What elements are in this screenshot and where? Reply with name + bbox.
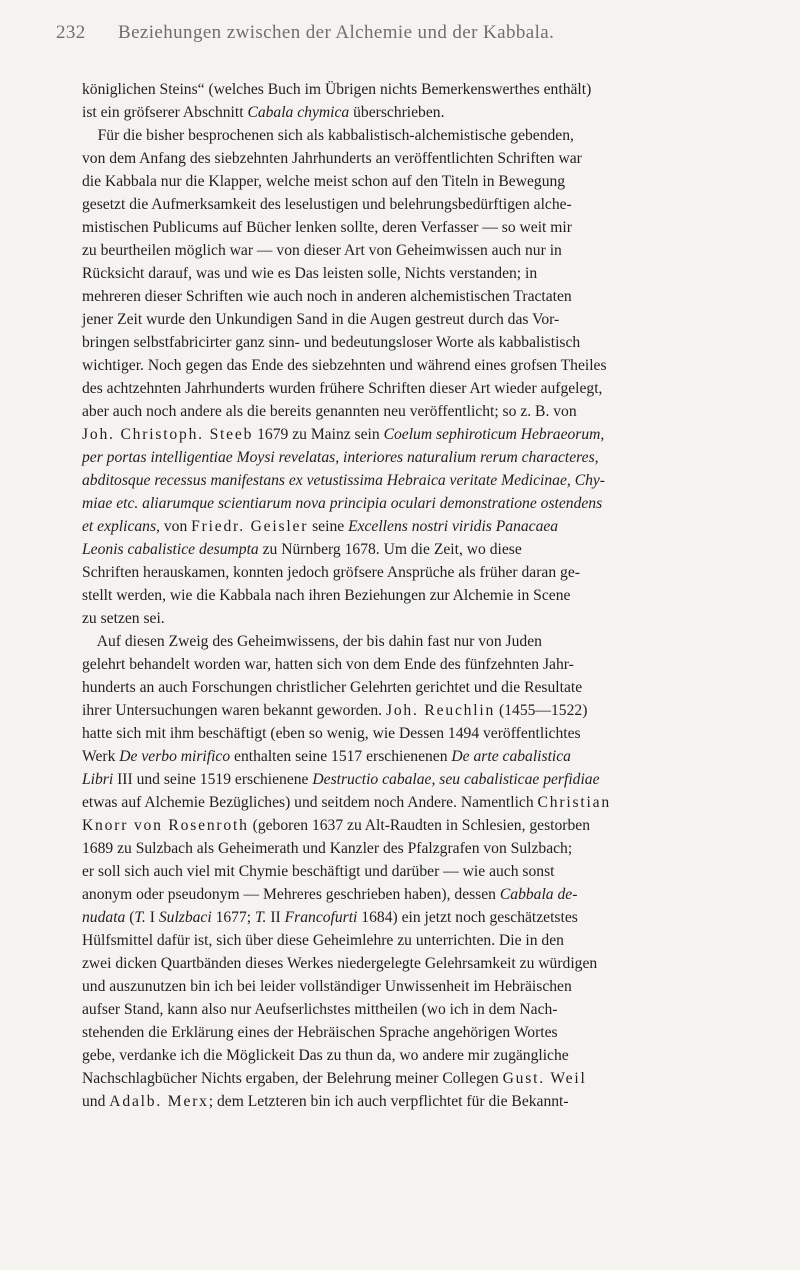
- text-run: I: [145, 909, 159, 926]
- text-run: Hülfsmittel dafür ist, sich über diese Geheimlehre zu unterrichten. Die in den: [82, 932, 564, 949]
- text-run: gelehrt behandelt worden war, hatten sich von dem Ende des fünfzehnten Jahr-: [82, 656, 574, 673]
- text-line: [82, 423, 782, 446]
- text-line: [82, 998, 782, 1021]
- italic-text: Libri: [82, 771, 114, 788]
- text-run: wichtiger. Noch gegen das Ende des siebzehnten und während eines grofsen Theiles: [82, 357, 607, 374]
- text-run: II: [266, 909, 285, 926]
- text-line: [82, 354, 782, 377]
- italic-text: Cabbala de-: [499, 886, 578, 903]
- italic-text: per portas intelligentiae Moysi revelatas, interiores naturalium rerum characteres,: [82, 449, 599, 466]
- spaced-name: Christian: [537, 794, 611, 811]
- text-run: von: [159, 518, 192, 535]
- text-run: mistischen Publicums auf Bücher lenken sollte, deren Verfasser — so weit mir: [82, 219, 572, 236]
- text-run: Auf diesen Zweig des Geheimwissens, der bis dahin fast nur von Juden: [82, 633, 542, 650]
- text-line: [82, 906, 782, 929]
- text-run: ihrer Untersuchungen waren bekannt geworden.: [82, 702, 386, 719]
- italic-text: Sulzbaci: [158, 909, 212, 926]
- italic-text: nudata: [82, 909, 126, 926]
- text-line: [82, 745, 782, 768]
- text-run: er soll sich auch viel mit Chymie beschäftigt und darüber — wie auch sonst: [82, 863, 555, 880]
- text-line: [82, 331, 782, 354]
- spaced-name: Joh. Reuchlin: [385, 702, 496, 719]
- text-run: und auszunutzen bin ich bei leider vollständiger Unwissenheit im Hebräischen: [82, 978, 572, 995]
- text-line: [82, 538, 782, 561]
- text-run: (: [125, 909, 135, 926]
- text-run: 1684) ein jetzt noch geschätzetstes: [357, 909, 578, 926]
- text-line: [82, 1044, 782, 1067]
- italic-text: T.: [255, 909, 267, 926]
- text-line: [82, 308, 782, 331]
- text-line: [82, 791, 782, 814]
- spaced-name: Adalb. Merx: [109, 1093, 209, 1110]
- text-run: des achtzehnten Jahrhunderts wurden frühere Schriften dieser Art wieder aufgelegt,: [82, 380, 603, 397]
- text-line: [82, 262, 782, 285]
- text-line: [82, 860, 782, 883]
- text-line: [82, 607, 782, 630]
- text-line: [82, 630, 782, 653]
- text-run: 1679 zu Mainz sein: [253, 426, 384, 443]
- text-run: 1689 zu Sulzbach als Geheimerath und Kanzler des Pfalzgrafen von Sulzbach;: [82, 840, 573, 857]
- text-run: zu beurtheilen möglich war — von dieser Art von Geheimwissen auch nur in: [82, 242, 562, 259]
- text-run: die Kabbala nur die Klapper, welche meist schon auf den Titeln in Bewegung: [82, 173, 566, 190]
- text-line: [82, 170, 782, 193]
- italic-text: Leonis cabalistice desumpta: [82, 541, 259, 558]
- spaced-name: Joh. Christoph. Steeb: [82, 426, 254, 443]
- text-run: Rücksicht darauf, was und wie es Das leisten solle, Nichts verstanden; in: [82, 265, 538, 282]
- text-line: [82, 1067, 782, 1090]
- text-line: [82, 101, 782, 124]
- text-line: [82, 883, 782, 906]
- text-run: gesetzt die Aufmerksamkeit des leselustigen und belehrungsbedürftigen alche-: [82, 196, 572, 213]
- text-line: [82, 975, 782, 998]
- page-header: [56, 22, 554, 44]
- italic-text: De arte cabalistica: [451, 748, 571, 765]
- italic-text: Francofurti: [284, 909, 358, 926]
- text-line: [82, 699, 782, 722]
- text-line: [82, 837, 782, 860]
- text-line: [82, 377, 782, 400]
- text-line: [82, 446, 782, 469]
- text-run: (geboren 1637 zu Alt-Raudten in Schlesien, gestorben: [248, 817, 590, 834]
- text-line: [82, 929, 782, 952]
- text-run: königlichen Steins“ (welches Buch im Übrigen nichts Bemerkenswerthes enthält): [82, 81, 592, 98]
- text-run: stehenden die Erklärung eines der Hebräischen Sprache angehörigen Wortes: [82, 1024, 558, 1041]
- text-run: Werk: [82, 748, 120, 765]
- text-run: überschrieben.: [349, 104, 445, 121]
- text-line: [82, 78, 782, 101]
- spaced-name: Knorr von Rosenroth: [82, 817, 249, 834]
- text-line: [82, 653, 782, 676]
- text-run: zu setzen sei.: [82, 610, 165, 627]
- text-line: [82, 561, 782, 584]
- page-number: 232: [56, 22, 86, 43]
- text-run: etwas auf Alchemie Bezügliches) und seitdem noch Andere. Namentlich: [82, 794, 538, 811]
- text-line: [82, 1090, 782, 1113]
- text-run: Für die bisher besprochenen sich als kabbalistisch-alchemistische gebenden,: [82, 127, 574, 144]
- text-run: stellt werden, wie die Kabbala nach ihren Beziehungen zur Alchemie in Scene: [82, 587, 571, 604]
- text-run: bringen selbstfabricirter ganz sinn- und bedeutungsloser Worte als kabbalistisch: [82, 334, 581, 351]
- text-run: zwei dicken Quartbänden dieses Werkes niedergelegte Gelehrsamkeit zu würdigen: [82, 955, 598, 972]
- text-run: Nachschlagbücher Nichts ergaben, der Belehrung meiner Collegen: [82, 1070, 503, 1087]
- text-run: und: [82, 1093, 110, 1110]
- text-line: [82, 584, 782, 607]
- text-line: [82, 768, 782, 791]
- text-run: von dem Anfang des siebzehnten Jahrhunderts an veröffentlichten Schriften war: [82, 150, 582, 167]
- text-line: [82, 469, 782, 492]
- italic-text: Destructio cabalae, seu cabalisticae perfidiae: [312, 771, 600, 788]
- text-line: [82, 952, 782, 975]
- italic-text: miae etc. aliarumque scientiarum nova principia oculari demonstratione ostendens: [82, 495, 603, 512]
- text-line: [82, 515, 782, 538]
- text-run: hunderts an auch Forschungen christlicher Gelehrten gerichtet und die Resultate: [82, 679, 583, 696]
- text-run: mehreren dieser Schriften wie auch noch in anderen alchemistischen Tractaten: [82, 288, 572, 305]
- italic-text: T.: [134, 909, 146, 926]
- italic-text: Coelum sephiroticum Hebraeorum,: [383, 426, 605, 443]
- text-line: [82, 400, 782, 423]
- text-run: 1677;: [211, 909, 256, 926]
- text-line: [82, 722, 782, 745]
- italic-text: et explicans,: [82, 518, 160, 535]
- text-run: gebe, verdanke ich die Möglickeit Das zu thun da, wo andere mir zugängliche: [82, 1047, 569, 1064]
- text-run: seine: [308, 518, 349, 535]
- text-line: [82, 814, 782, 837]
- italic-text: Excellens nostri viridis Panacaea: [348, 518, 559, 535]
- text-run: zu Nürnberg 1678. Um die Zeit, wo diese: [258, 541, 522, 558]
- spaced-name: Friedr. Geisler: [191, 518, 309, 535]
- text-line: [82, 1021, 782, 1044]
- italic-text: abditosque recessus manifestans ex vetustissima Hebraica veritate Medicinae, Chy-: [82, 472, 605, 489]
- spaced-name: Gust. Weil: [502, 1070, 587, 1087]
- italic-text: De verbo mirifico: [119, 748, 231, 765]
- body-text: [82, 78, 782, 1113]
- running-head: Beziehungen zwischen der Alchemie und der Kabbala.: [118, 22, 555, 43]
- italic-text: Cabala chymica: [247, 104, 350, 121]
- text-run: aufser Stand, kann also nur Aeufserlichstes mittheilen (wo ich in dem Nach-: [82, 1001, 558, 1018]
- text-line: [82, 193, 782, 216]
- text-run: anonym oder pseudonym — Mehreres geschrieben haben), dessen: [82, 886, 500, 903]
- text-line: [82, 676, 782, 699]
- text-run: III und seine 1519 erschienene: [113, 771, 313, 788]
- text-line: [82, 285, 782, 308]
- text-run: enthalten seine 1517 erschienenen: [230, 748, 452, 765]
- text-line: [82, 492, 782, 515]
- text-run: ; dem Letzteren bin ich auch verpflichtet für die Bekannt-: [208, 1093, 569, 1110]
- text-run: ist ein gröfserer Abschnitt: [82, 104, 248, 121]
- text-line: [82, 239, 782, 262]
- text-line: [82, 216, 782, 239]
- text-run: jener Zeit wurde den Unkundigen Sand in die Augen gestreut durch das Vor-: [82, 311, 560, 328]
- text-line: [82, 147, 782, 170]
- text-run: Schriften herauskamen, konnten jedoch gröfsere Ansprüche als früher daran ge-: [82, 564, 580, 581]
- text-run: (1455—1522): [495, 702, 588, 719]
- text-line: [82, 124, 782, 147]
- text-run: aber auch noch andere als die bereits genannten neu veröffentlicht; so z. B. von: [82, 403, 577, 420]
- text-run: hatte sich mit ihm beschäftigt (eben so wenig, wie Dessen 1494 veröffentlichtes: [82, 725, 581, 742]
